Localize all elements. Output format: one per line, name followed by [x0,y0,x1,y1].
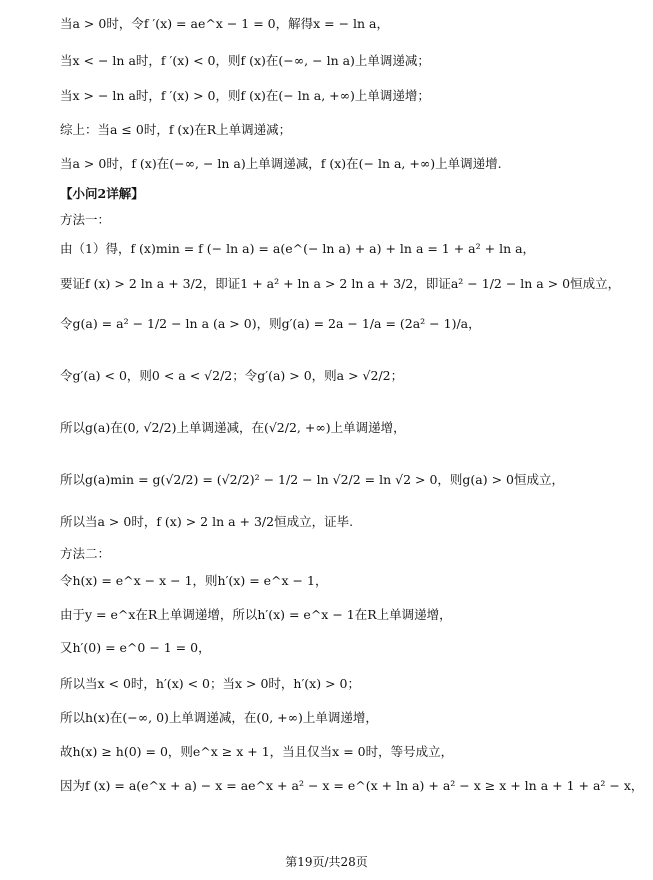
method-label: 方法二： [60,546,111,561]
text-line: 当a > 0时，f (x)在(−∞, − ln a)上单调递减，f (x)在(− ln a, +∞)上单调递增. [60,156,502,171]
text-line: 要证f (x) > 2 ln a + 3/2，即证1 + a² + ln a > 2 ln a + 3/2，即证a² − 1/2 − ln a > 0恒成立， [60,276,621,291]
method-label: 方法一： [60,212,111,227]
text-line: 又h′(0) = e^0 − 1 = 0， [60,640,211,655]
text-line: 由（1）得，f (x)min = f (− ln a) = a(e^(− ln a) + a) + ln a = 1 + a² + ln a， [60,241,536,256]
section-heading: 【小问2详解】 [60,186,144,201]
text-line: 由于y = e^x在R上单调递增，所以h′(x) = e^x − 1在R上单调递增， [60,607,452,622]
text-line: 所以h(x)在(−∞, 0)上单调递减，在(0, +∞)上单调递增， [60,710,378,725]
text-line: 令g(a) = a² − 1/2 − ln a (a > 0)，则g′(a) = 2a − 1/a = (2a² − 1)/a， [60,316,481,331]
text-line: 因为f (x) = a(e^x + a) − x = ae^x + a² − x = e^(x + ln a) + a² − x ≥ x + ln a + 1 + a² − x， [60,778,644,793]
text-line: 所以g(a)在(0, √2/2)上单调递减，在(√2/2, +∞)上单调递增， [60,420,406,435]
text-line: 令g′(a) < 0，则0 < a < √2/2；令g′(a) > 0，则a > √2/2； [60,368,404,383]
text-line: 所以当a > 0时，f (x) > 2 ln a + 3/2恒成立，证毕. [60,514,354,529]
text-line: 所以g(a)min = g(√2/2) = (√2/2)² − 1/2 − ln √2/2 = ln √2 > 0，则g(a) > 0恒成立， [60,472,565,487]
text-line: 综上：当a ≤ 0时，f (x)在R上单调递减； [60,122,292,137]
text-line: 当x < − ln a时，f ′(x) < 0，则f (x)在(−∞, − ln a)上单调递减； [60,53,430,68]
page-footer: 第19页/共28页 [285,855,368,869]
text-line: 当a > 0时，令f ′(x) = ae^x − 1 = 0，解得x = − ln a， [60,16,389,31]
text-line: 令h(x) = e^x − x − 1，则h′(x) = e^x − 1， [60,573,328,588]
text-line: 所以当x < 0时，h′(x) < 0；当x > 0时，h′(x) > 0； [60,676,360,691]
text-line: 故h(x) ≥ h(0) = 0，则e^x ≥ x + 1，当且仅当x = 0时，等号成立， [60,744,454,759]
text-line: 当x > − ln a时，f ′(x) > 0，则f (x)在(− ln a, +∞)上单调递增； [60,88,430,103]
